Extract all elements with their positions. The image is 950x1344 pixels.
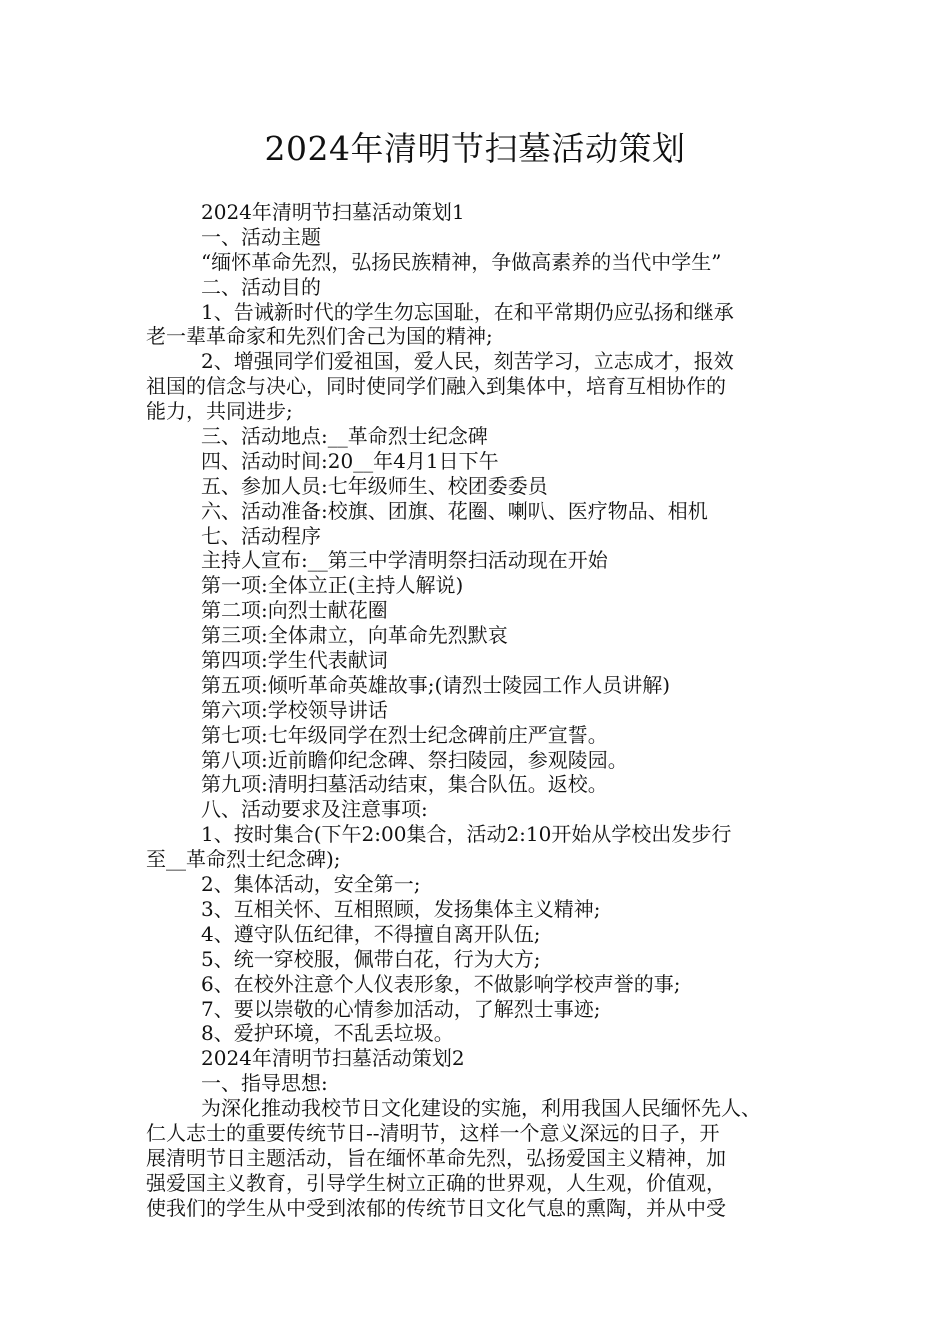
theme-slogan: “缅怀革命先烈，弘扬民族精神，争做高素养的当代中学生” xyxy=(201,249,722,274)
procedure-item: 第四项:学生代表献词 xyxy=(201,648,388,673)
section-heading-plan-1: 2024年清明节扫墓活动策划1 xyxy=(201,200,465,224)
heading-requirements: 八、活动要求及注意事项: xyxy=(201,797,428,822)
paragraph-line: 1、告诫新时代的学生勿忘国耻，在和平常期仍应弘扬和继承 xyxy=(201,299,734,324)
requirement-item: 至__革命烈士纪念碑); xyxy=(146,847,341,872)
activity-time: 四、活动时间:20__年4月1日下午 xyxy=(201,448,499,473)
requirement-item: 3、互相关怀、互相照顾，发扬集体主义精神; xyxy=(201,896,601,921)
procedure-item: 第二项:向烈士献花圈 xyxy=(201,598,388,623)
paragraph-line: 老一辈革命家和先烈们舍己为国的精神; xyxy=(146,324,493,349)
document-body xyxy=(146,200,824,1221)
paragraph-line: 能力，共同进步; xyxy=(146,399,293,424)
procedure-item: 第九项:清明扫墓活动结束，集合队伍。返校。 xyxy=(201,772,608,797)
procedure-item: 第六项:学校领导讲话 xyxy=(201,697,388,722)
paragraph-line: 仁人志士的重要传统节日--清明节，这样一个意义深远的日子，开 xyxy=(146,1120,720,1145)
activity-preparation: 六、活动准备:校旗、团旗、花圈、喇叭、医疗物品、相机 xyxy=(201,498,708,523)
heading-activity-procedure: 七、活动程序 xyxy=(201,523,321,548)
requirement-item: 8、爱护环境，不乱丢垃圾。 xyxy=(201,1021,454,1046)
paragraph-line: 为深化推动我校节日文化建设的实施，利用我国人民缅怀先人、 xyxy=(201,1096,761,1121)
requirement-item: 7、要以崇敬的心情参加活动，了解烈士事迹; xyxy=(201,996,601,1021)
procedure-item: 第三项:全体肃立，向革命先烈默哀 xyxy=(201,623,508,648)
requirement-item: 1、按时集合(下午2:00集合，活动2:10开始从学校出发步行 xyxy=(201,822,732,847)
activity-location: 三、活动地点:__革命烈士纪念碑 xyxy=(201,424,488,449)
procedure-item: 第七项:七年级同学在烈士纪念碑前庄严宣誓。 xyxy=(201,722,608,747)
section-heading-plan-2: 2024年清明节扫墓活动策划2 xyxy=(201,1046,465,1071)
requirement-item: 5、统一穿校服，佩带白花，行为大方; xyxy=(201,946,541,971)
paragraph-line: 2、增强同学们爱祖国，爱人民，刻苦学习，立志成才，报效 xyxy=(201,349,734,374)
procedure-item: 第八项:近前瞻仰纪念碑、祭扫陵园，参观陵园。 xyxy=(201,747,628,772)
requirement-item: 6、在校外注意个人仪表形象，不做影响学校声誉的事; xyxy=(201,971,681,996)
requirement-item: 4、遵守队伍纪律，不得擅自离开队伍; xyxy=(201,921,541,946)
heading-activity-theme: 一、活动主题 xyxy=(201,224,321,249)
procedure-item: 第五项:倾听革命英雄故事;(请烈士陵园工作人员讲解) xyxy=(201,672,671,697)
procedure-item: 主持人宣布:__第三中学清明祭扫活动现在开始 xyxy=(201,548,608,573)
requirement-item: 2、集体活动，安全第一; xyxy=(201,872,421,897)
heading-activity-purpose: 二、活动目的 xyxy=(201,274,321,299)
paragraph-line: 展清明节日主题活动，旨在缅怀革命先烈，弘扬爱国主义精神，加 xyxy=(146,1145,726,1170)
paragraph-line: 祖国的信念与决心，同时使同学们融入到集体中，培育互相协作的 xyxy=(146,374,726,399)
participants: 五、参加人员:七年级师生、校团委委员 xyxy=(201,473,548,498)
paragraph-line: 强爱国主义教育，引导学生树立正确的世界观，人生观，价值观， xyxy=(146,1170,726,1195)
procedure-item: 第一项:全体立正(主持人解说) xyxy=(201,573,464,598)
document-title: 2024年清明节扫墓活动策划 xyxy=(264,129,686,168)
heading-guiding-ideology: 一、指导思想: xyxy=(201,1071,328,1096)
paragraph-line: 使我们的学生从中受到浓郁的传统节日文化气息的熏陶，并从中受 xyxy=(146,1195,726,1220)
